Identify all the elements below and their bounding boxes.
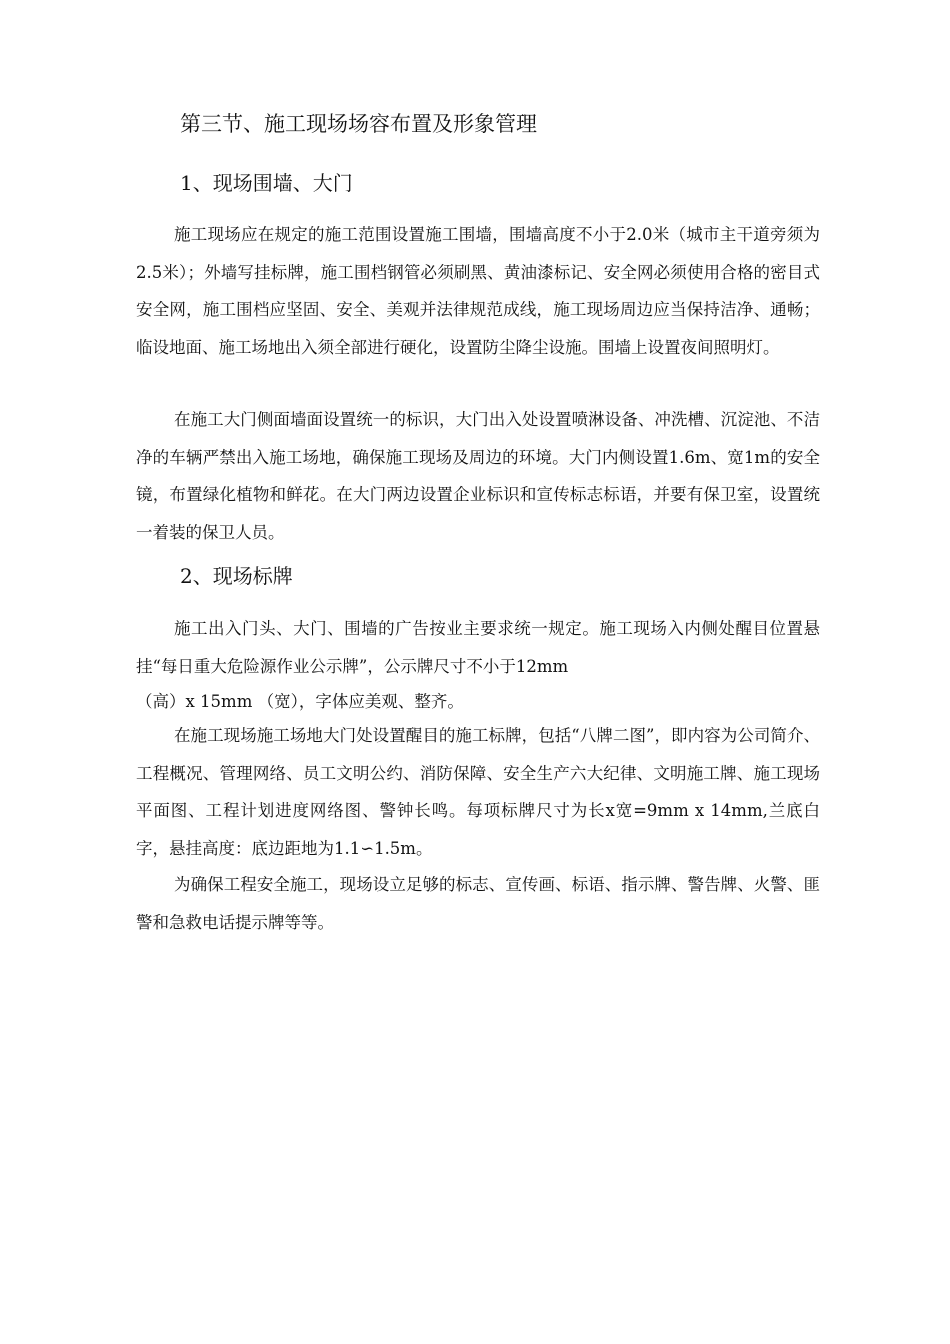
section-title: 第三节、施工现场场容布置及形象管理 <box>180 112 537 136</box>
paragraph-fence: 施工现场应在规定的施工范围设置施工围墙，围墙高度不小于2.0米（城市主干道旁须为2.5米）；外墙写挂标牌，施工围档钢管必须刷黑、黄油漆标记、安全网必须使用合格的密目式安全网，施工围档应坚固、安全、美观并法律规范成线，施工现场周边应当保持洁净、通畅；临设地面、施工场地出入须全部进行硬化，设置防尘降尘设施。围墙上设置夜间照明灯。 <box>136 225 820 357</box>
subheading-fence-gate: 1、现场围墙、大门 <box>180 171 353 195</box>
paragraph-ads-continued: （高）x 15mm （宽），字体应美观、整齐。 <box>136 692 464 711</box>
paragraph-signboard-specs: 在施工现场施工场地大门处设置醒目的施工标牌，包括“八牌二图”，即内容为公司简介、工程概况、管理网络、员工文明公约、消防保障、安全生产六大纪律、文明施工牌、施工现场平面图、工程计划进度网络图、警钟长鸣。每项标牌尺寸为长x宽=9mm x 14mm,兰底白字，悬挂高度：底边距地为1.1∽1.5m。 <box>136 726 820 858</box>
paragraph-safety-signs: 为确保工程安全施工，现场设立足够的标志、宣传画、标语、指示牌、警告牌、火警、匪警和急救电话提示牌等等。 <box>136 875 820 932</box>
paragraph-ads: 施工出入门头、大门、围墙的广告按业主要求统一规定。施工现场入内侧处醒目位置悬挂“每日重大危险源作业公示牌”，公示牌尺寸不小于12mm <box>136 619 820 676</box>
paragraph-gate: 在施工大门侧面墙面设置统一的标识，大门出入处设置喷淋设备、冲洗槽、沉淀池、不洁净的车辆严禁出入施工场地，确保施工现场及周边的环境。大门内侧设置1.6m、宽1m的安全镜，布置绿化植物和鲜花。在大门两边设置企业标识和宣传标志标语，并要有保卫室，设置统一着装的保卫人员。 <box>136 410 820 542</box>
subheading-signboards: 2、现场标牌 <box>180 564 293 588</box>
